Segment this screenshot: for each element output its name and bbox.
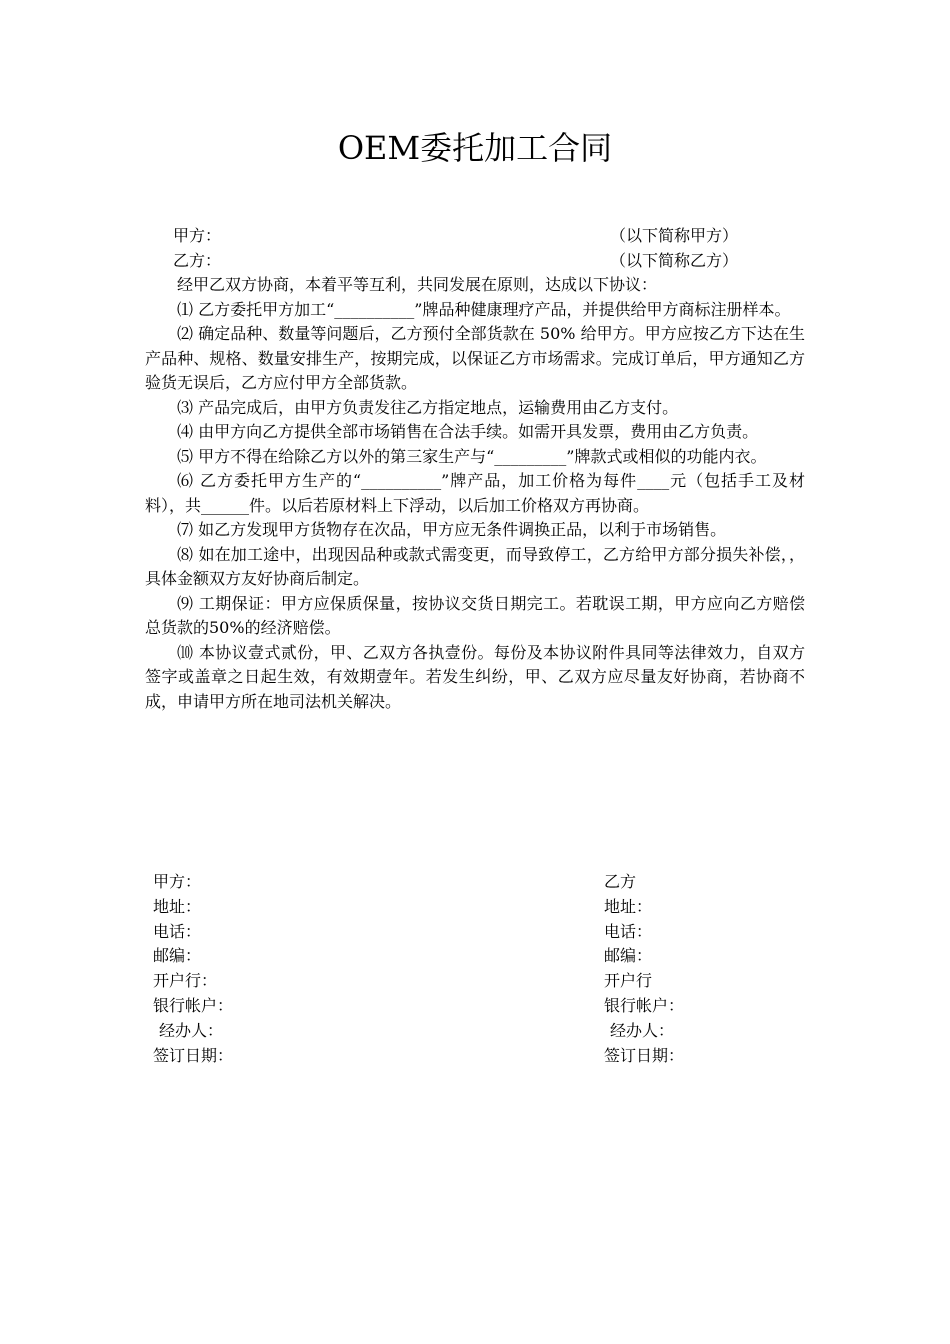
sig-b-postcode: 邮编： — [604, 946, 653, 966]
clause-4: ⑷ 由甲方向乙方提供全部市场销售在合法手续。如需开具发票，费用由乙方负责。 — [177, 422, 759, 441]
sig-b-account: 银行帐户： — [604, 995, 685, 1015]
clause-7: ⑺ 如乙方发现甲方货物存在次品，甲方应无条件调换正品，以利于市场销售。 — [177, 520, 727, 539]
sig-b-handler: 经办人： — [610, 1020, 675, 1040]
clause-6: ⑹ 乙方委托甲方生产的“__________”牌产品，加工价格为每件____元（包括手工及材料），共______件。以后若原材料上下浮动，以后加工价格双方再协商。 — [145, 471, 805, 515]
signature-block-party-a — [153, 870, 233, 1068]
party-b-note: （以下简称乙方） — [610, 251, 739, 270]
clause-1: ⑴ 乙方委托甲方加工“__________”牌品种健康理疗产品，并提供给甲方商标注册样本。 — [177, 299, 791, 319]
clause-9: ⑼ 工期保证：甲方应保质保量，按协议交货日期完工。若耽误工期，甲方应向乙方赔偿总货款的50%的经济赔偿。 — [145, 593, 805, 637]
intro-paragraph: 经甲乙双方协商，本着平等互利，共同发展在原则，达成以下协议： — [177, 275, 658, 294]
clause-5: ⑸ 甲方不得在给除乙方以外的第三家生产与“_________”牌款式或相似的功能内衣。 — [177, 446, 767, 466]
party-a-row — [173, 224, 793, 248]
sig-a-address: 地址： — [153, 896, 202, 916]
sig-b-address: 地址： — [604, 896, 653, 916]
sig-b-party: 乙方 — [604, 872, 637, 891]
contract-body — [145, 273, 805, 714]
clause-3: ⑶ 产品完成后，由甲方负责发往乙方指定地点，运输费用由乙方支付。 — [177, 397, 679, 417]
clause-2: ⑵ 确定品种、数量等问题后，乙方预付全部货款在 50% 给甲方。甲方应按乙方下达在生产品种、规格、数量安排生产，按期完成，以保证乙方市场需求。完成订单后，甲方通知乙方验货无误后，乙方应付甲方全部货款。 — [145, 324, 805, 392]
sig-a-phone: 电话： — [153, 921, 202, 941]
clause-10: ⑽ 本协议壹式贰份，甲、乙双方各执壹份。每份及本协议附件具同等法律效力，自双方签字或盖章之日起生效，有效期壹年。若发生纠纷，甲、乙双方应尽量友好协商，若协商不成，申请甲方所在地司法机关解决。 — [145, 642, 805, 711]
sig-a-account: 银行帐户： — [153, 995, 234, 1015]
clause-8: ⑻ 如在加工途中，出现因品种或款式需变更，而导致停工，乙方给甲方部分损失补偿，，具体金额双方友好协商后制定。 — [145, 544, 805, 588]
party-b-label: 乙方： — [173, 251, 222, 270]
party-a-label: 甲方： — [173, 226, 222, 245]
sig-a-bank: 开户行： — [153, 971, 218, 991]
sig-b-bank: 开户行 — [604, 971, 653, 991]
sig-a-postcode: 邮编： — [153, 946, 202, 966]
sig-b-phone: 电话： — [604, 921, 653, 941]
party-b-row — [173, 249, 793, 273]
contract-title: OEM委托加工合同 — [337, 129, 613, 167]
signature-block-party-b — [604, 870, 684, 1068]
party-a-note: （以下简称甲方） — [610, 226, 739, 245]
sig-b-date: 签订日期： — [604, 1045, 685, 1065]
sig-a-handler: 经办人： — [159, 1020, 224, 1040]
sig-a-date: 签订日期： — [153, 1045, 234, 1065]
sig-a-party: 甲方： — [153, 872, 202, 891]
